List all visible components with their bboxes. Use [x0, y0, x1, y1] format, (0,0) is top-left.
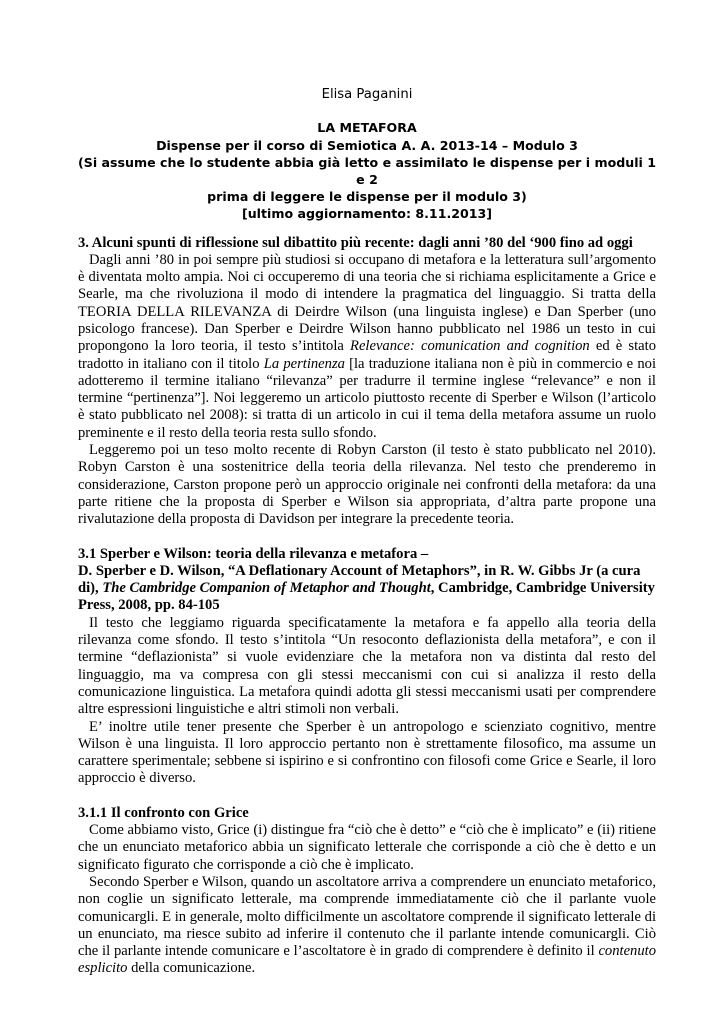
section-3-1-1-title: 3.1.1 Il confronto con Grice	[78, 804, 249, 821]
prerequisite-line-2: prima di leggere le dispense per il modulo 3)	[207, 189, 527, 205]
section-3-title: 3. Alcuni spunti di riflessione sul dibattito più recente: dagli anni ’80 del ‘900 fino ad oggi	[78, 234, 633, 251]
section-3-1-reference: D. Sperber e D. Wilson, “A Deflationary Account of Metaphors”, in R. W. Gibbs Jr (a cura di), The Cambridge Companion of Metaphor and Thought, Cambridge, Cambridge University Press, 2008, pp. 84-105	[78, 562, 655, 614]
book-title-relevance: Relevance: comunication and cognition	[350, 338, 590, 355]
term-contenuto-esplicito: contenuto esplicito	[78, 943, 656, 977]
section-3-paragraph-1: Dagli anni ’80 in poi sempre più studiosi si occupano di metafora e la letteratura sull’argomento è diventata molto ampia. Noi ci occuperemo di una teoria che si richiama esplicitamente a Grice e Searle, ma che rivoluziona il modo di intendere la pragmatica del linguaggio. Si tratta della TEORIA DELLA RILEVANZA di Deirdre Wilson (una linguista inglese) e Dan Sperber (uno psicologo francese). Dan Sperber e Deirdre Wilson hanno pubblicato nel 1986 un testo in cui propongono la loro teoria, il testo s’intitola Relevance: comunication and cognition ed è stato tradotto in italiano con il titolo La pertinenza [la traduzione italiana non è più in commercio e noi adotteremo il termine italiano “rilevanza” per tradurre il termine inglese “relevance” e non il termine “pertinenza”]. Noi leggeremo un articolo piuttosto recente di Sperber e Wilson (l’articolo è stato pubblicato nel 2008): si tratta di un articolo in cui il tema della metafora assume un ruolo preminente e il resto della teoria resta sullo sfondo.	[78, 251, 656, 441]
section-3-1-1-paragraph-2: Secondo Sperber e Wilson, quando un ascoltatore arriva a comprendere un enunciato metaforico, non coglie un significato letterale, ma comprende immediatamente ciò che il parlante vuole comunicargli. E in generale, molto difficilmente un ascoltatore comprende il significato letterale di un enunciato, ma riesce subito ad inferire il contenuto che il parlante intende comunicargli. Ciò che il parlante intende comunicare e l’ascoltatore è in grado di comprendere è definito il contenuto esplicito della comunicazione.	[78, 873, 656, 977]
section-3-paragraph-2: Leggeremo poi un teso molto recente di Robyn Carston (il testo è stato pubblicato nel 2010). Robyn Carston è una sostenitrice della teoria della rilevanza. Nel testo che prenderemo in considerazione, Carston propone però un approccio originale nei confronti della metafora: da una parte ritiene che la proposta di Sperber e Wilson sia appropriata, d’altra parte propone una rivalutazione della proposta di Davidson per integrare la precedente teoria.	[78, 442, 656, 528]
section-3-1-paragraph-2: E’ inoltre utile tener presente che Sperber è un antropologo e scienziato cognitivo, mentre Wilson è una linguista. Il loro approccio pertanto non è strettamente filosofico, ma assume un carattere sperimentale; sebbene si ispirino e si confrontino con filosofi come Grice e Searle, il loro approccio è diverso.	[78, 718, 656, 787]
course-line: Dispense per il corso di Semiotica A. A. 2013-14 – Modulo 3	[156, 137, 578, 153]
update-line: [ultimo aggiornamento: 8.11.2013]	[241, 206, 493, 222]
document-heading	[78, 119, 656, 222]
prerequisite-line-1: (Si assume che lo studente abbia già letto e assimilato le dispense per i moduli 1 e 2	[78, 154, 657, 187]
section-3-1-1-paragraph-1: Come abbiamo visto, Grice (i) distingue fra “ciò che è detto” e “ciò che è implicato” e (ii) ritiene che un enunciato metaforico abbia un significato letterale che corrisponde a ciò che è detto e un significato figurato che corrisponde a ciò che è implicato.	[78, 822, 656, 873]
document-page	[78, 86, 656, 978]
section-3-1-title: 3.1 Sperber e Wilson: teoria della rilevanza e metafora – D. Sperber e D. Wilson, “A Deflationary Account of Metaphors”, in R. W. Gibbs Jr (a cura di), The Cambridge Companion of Metaphor and Thought, Cambridge, Cambridge University Press, 2008, pp. 84-105	[78, 545, 655, 614]
section-3-1-paragraph-1: Il testo che leggiamo riguarda specificatamente la metafora e fa appello alla teoria della rilevanza come sfondo. Il testo s’intitola “Un resoconto deflazionista della metafora”, e con il termine “deflazionista” si vuole evidenziare che la metafora non va distinta dal resto del linguaggio, ma va compresa con gli stessi meccanismi con cui si analizza il resto della comunicazione linguistica. La metafora quindi adotta gli stessi meccanismi usati per comprendere altre espressioni linguistiche e altri stimoli non verbali.	[78, 614, 656, 718]
author-name: Elisa Paganini	[321, 87, 413, 102]
book-title-pertinenza: La pertinenza	[263, 355, 345, 372]
book-title-cambridge-companion: The Cambridge Companion of Metaphor and Thought	[102, 580, 431, 597]
document-title: LA METAFORA	[317, 120, 417, 136]
